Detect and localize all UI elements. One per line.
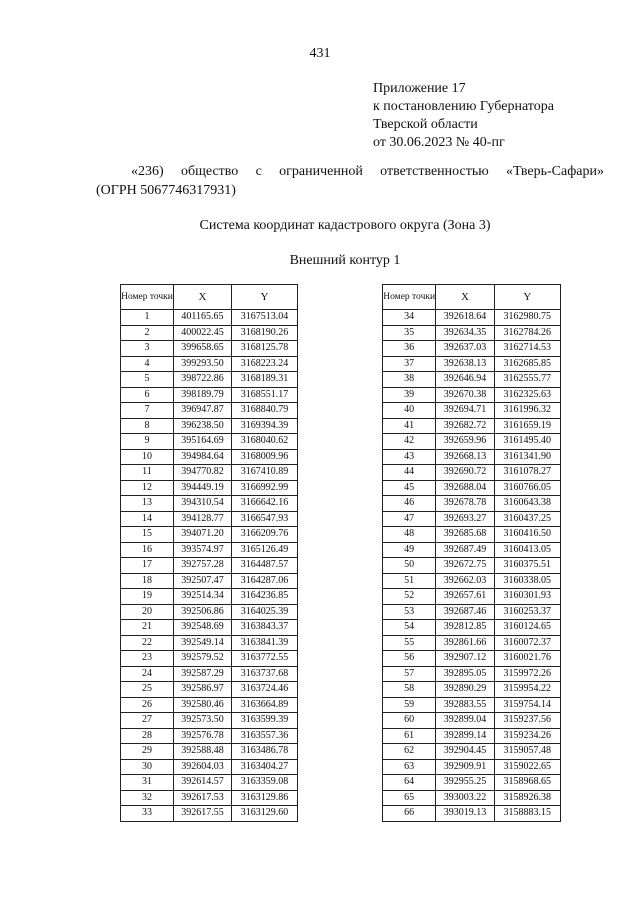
table-row (383, 666, 561, 682)
point-number-cell: 32 (121, 790, 174, 806)
point-number-cell: 11 (121, 465, 174, 481)
point-number-cell: 64 (383, 775, 436, 791)
y-coordinate-cell: 3160124.65 (494, 620, 560, 636)
appendix-header (373, 80, 554, 152)
y-coordinate-cell: 3162714.53 (494, 341, 560, 357)
table-row (121, 573, 298, 589)
point-number-cell: 57 (383, 666, 436, 682)
x-coordinate-cell: 392690.72 (436, 465, 494, 481)
y-coordinate-cell: 3163129.86 (232, 790, 298, 806)
point-number-cell: 1 (121, 310, 174, 326)
y-coordinate-cell: 3159234.26 (494, 728, 560, 744)
point-number-cell: 45 (383, 480, 436, 496)
table-header-row (121, 285, 298, 310)
x-coordinate-cell: 392659.96 (436, 434, 494, 450)
appendix-line: к постановлению Губернатора (373, 99, 554, 114)
point-number-cell: 66 (383, 806, 436, 822)
point-number-cell: 5 (121, 372, 174, 388)
y-coordinate-cell: 3163772.55 (232, 651, 298, 667)
table-row (383, 589, 561, 605)
point-number-cell: 56 (383, 651, 436, 667)
x-coordinate-cell: 392909.91 (436, 759, 494, 775)
table-row (121, 341, 298, 357)
appendix-line: от 30.06.2023 № 40-пг (373, 135, 505, 150)
x-coordinate-cell: 392907.12 (436, 651, 494, 667)
point-number-cell: 59 (383, 697, 436, 713)
x-coordinate-cell: 392668.13 (436, 449, 494, 465)
x-coordinate-cell: 392883.55 (436, 697, 494, 713)
table-row (121, 449, 298, 465)
point-number-cell: 43 (383, 449, 436, 465)
point-number-cell: 52 (383, 589, 436, 605)
y-coordinate-cell: 3160021.76 (494, 651, 560, 667)
header-point-number: Номер точки (121, 285, 174, 310)
y-coordinate-cell: 3160375.51 (494, 558, 560, 574)
table-row (121, 604, 298, 620)
y-coordinate-cell: 3168190.26 (232, 325, 298, 341)
table-row (121, 620, 298, 636)
table-row (121, 682, 298, 698)
table-row (121, 697, 298, 713)
x-coordinate-cell: 392693.27 (436, 511, 494, 527)
y-coordinate-cell: 3168551.17 (232, 387, 298, 403)
y-coordinate-cell: 3159972.26 (494, 666, 560, 682)
table-row (121, 759, 298, 775)
table-row (121, 403, 298, 419)
y-coordinate-cell: 3165126.49 (232, 542, 298, 558)
table-row (121, 434, 298, 450)
header-x: X (174, 285, 232, 310)
y-coordinate-cell: 3160338.05 (494, 573, 560, 589)
point-number-cell: 3 (121, 341, 174, 357)
coordinates-table-left (120, 284, 298, 822)
x-coordinate-cell: 396238.50 (174, 418, 232, 434)
y-coordinate-cell: 3168223.24 (232, 356, 298, 372)
x-coordinate-cell: 398189.79 (174, 387, 232, 403)
table-row (121, 372, 298, 388)
table-row (383, 449, 561, 465)
table-row (383, 775, 561, 791)
y-coordinate-cell: 3161078.27 (494, 465, 560, 481)
table-row (121, 713, 298, 729)
y-coordinate-cell: 3168125.78 (232, 341, 298, 357)
y-coordinate-cell: 3166209.76 (232, 527, 298, 543)
x-coordinate-cell: 392899.14 (436, 728, 494, 744)
point-number-cell: 33 (121, 806, 174, 822)
x-coordinate-cell: 392861.66 (436, 635, 494, 651)
point-number-cell: 38 (383, 372, 436, 388)
table-row (121, 542, 298, 558)
x-coordinate-cell: 394128.77 (174, 511, 232, 527)
x-coordinate-cell: 392617.55 (174, 806, 232, 822)
x-coordinate-cell: 392694.71 (436, 403, 494, 419)
organization-paragraph (96, 162, 604, 200)
table-row (383, 310, 561, 326)
x-coordinate-cell: 392507.47 (174, 573, 232, 589)
table-row (383, 713, 561, 729)
y-coordinate-cell: 3166642.16 (232, 496, 298, 512)
y-coordinate-cell: 3167410.89 (232, 465, 298, 481)
table-row (383, 527, 561, 543)
y-coordinate-cell: 3159954.22 (494, 682, 560, 698)
table-row (121, 806, 298, 822)
table-row (383, 759, 561, 775)
point-number-cell: 30 (121, 759, 174, 775)
table-row (383, 573, 561, 589)
x-coordinate-cell: 401165.65 (174, 310, 232, 326)
table-row (383, 806, 561, 822)
x-coordinate-cell: 392579.52 (174, 651, 232, 667)
x-coordinate-cell: 398722.86 (174, 372, 232, 388)
x-coordinate-cell: 392506.86 (174, 604, 232, 620)
y-coordinate-cell: 3163724.46 (232, 682, 298, 698)
point-number-cell: 63 (383, 759, 436, 775)
x-coordinate-cell: 392682.72 (436, 418, 494, 434)
x-coordinate-cell: 392687.49 (436, 542, 494, 558)
x-coordinate-cell: 392638.13 (436, 356, 494, 372)
point-number-cell: 2 (121, 325, 174, 341)
x-coordinate-cell: 392812.85 (436, 620, 494, 636)
y-coordinate-cell: 3159057.48 (494, 744, 560, 760)
y-coordinate-cell: 3162325.63 (494, 387, 560, 403)
point-number-cell: 16 (121, 542, 174, 558)
point-number-cell: 46 (383, 496, 436, 512)
table-row (121, 310, 298, 326)
table-row (383, 697, 561, 713)
y-coordinate-cell: 3163486.78 (232, 744, 298, 760)
table-row (383, 620, 561, 636)
x-coordinate-cell: 392670.38 (436, 387, 494, 403)
y-coordinate-cell: 3159022.65 (494, 759, 560, 775)
table-row (121, 635, 298, 651)
table-row (383, 651, 561, 667)
y-coordinate-cell: 3169394.39 (232, 418, 298, 434)
y-coordinate-cell: 3158926.38 (494, 790, 560, 806)
point-number-cell: 51 (383, 573, 436, 589)
point-number-cell: 35 (383, 325, 436, 341)
y-coordinate-cell: 3161659.19 (494, 418, 560, 434)
y-coordinate-cell: 3160072.37 (494, 635, 560, 651)
x-coordinate-cell: 392899.04 (436, 713, 494, 729)
point-number-cell: 22 (121, 635, 174, 651)
y-coordinate-cell: 3163599.39 (232, 713, 298, 729)
table-row (121, 325, 298, 341)
x-coordinate-cell: 392614.57 (174, 775, 232, 791)
table-row (121, 666, 298, 682)
y-coordinate-cell: 3160301.93 (494, 589, 560, 605)
table-row (121, 744, 298, 760)
point-number-cell: 31 (121, 775, 174, 791)
x-coordinate-cell: 392604.03 (174, 759, 232, 775)
point-number-cell: 39 (383, 387, 436, 403)
table-row (121, 511, 298, 527)
table-row (383, 480, 561, 496)
point-number-cell: 62 (383, 744, 436, 760)
y-coordinate-cell: 3168040.62 (232, 434, 298, 450)
point-number-cell: 19 (121, 589, 174, 605)
table-row (383, 558, 561, 574)
y-coordinate-cell: 3159237.56 (494, 713, 560, 729)
y-coordinate-cell: 3162980.75 (494, 310, 560, 326)
point-number-cell: 6 (121, 387, 174, 403)
table-header-row (383, 285, 561, 310)
x-coordinate-cell: 392687.46 (436, 604, 494, 620)
x-coordinate-cell: 393019.13 (436, 806, 494, 822)
point-number-cell: 17 (121, 558, 174, 574)
y-coordinate-cell: 3164287.06 (232, 573, 298, 589)
table-row (121, 465, 298, 481)
y-coordinate-cell: 3158968.65 (494, 775, 560, 791)
point-number-cell: 20 (121, 604, 174, 620)
y-coordinate-cell: 3161341.90 (494, 449, 560, 465)
table-row (121, 527, 298, 543)
point-number-cell: 50 (383, 558, 436, 574)
x-coordinate-cell: 392672.75 (436, 558, 494, 574)
y-coordinate-cell: 3163664.89 (232, 697, 298, 713)
x-coordinate-cell: 392955.25 (436, 775, 494, 791)
y-coordinate-cell: 3161996.32 (494, 403, 560, 419)
table-row (383, 682, 561, 698)
y-coordinate-cell: 3168189.31 (232, 372, 298, 388)
table-row (383, 372, 561, 388)
y-coordinate-cell: 3163841.39 (232, 635, 298, 651)
coordinates-table-right (382, 284, 561, 822)
x-coordinate-cell: 392617.53 (174, 790, 232, 806)
point-number-cell: 24 (121, 666, 174, 682)
point-number-cell: 9 (121, 434, 174, 450)
x-coordinate-cell: 399658.65 (174, 341, 232, 357)
page-number: 431 (309, 46, 331, 61)
table-row (121, 356, 298, 372)
point-number-cell: 44 (383, 465, 436, 481)
x-coordinate-cell: 392587.29 (174, 666, 232, 682)
table-row (121, 589, 298, 605)
x-coordinate-cell: 392890.29 (436, 682, 494, 698)
appendix-line: Приложение 17 (373, 81, 466, 96)
point-number-cell: 58 (383, 682, 436, 698)
x-coordinate-cell: 393574.97 (174, 542, 232, 558)
point-number-cell: 53 (383, 604, 436, 620)
y-coordinate-cell: 3163359.08 (232, 775, 298, 791)
point-number-cell: 26 (121, 697, 174, 713)
y-coordinate-cell: 3159754.14 (494, 697, 560, 713)
table-row (383, 511, 561, 527)
table-row (121, 496, 298, 512)
header-y: Y (232, 285, 298, 310)
point-number-cell: 23 (121, 651, 174, 667)
point-number-cell: 34 (383, 310, 436, 326)
table-row (383, 418, 561, 434)
x-coordinate-cell: 392685.68 (436, 527, 494, 543)
x-coordinate-cell: 392895.05 (436, 666, 494, 682)
x-coordinate-cell: 392576.78 (174, 728, 232, 744)
x-coordinate-cell: 392580.46 (174, 697, 232, 713)
y-coordinate-cell: 3163843.37 (232, 620, 298, 636)
x-coordinate-cell: 394310.54 (174, 496, 232, 512)
y-coordinate-cell: 3162784.26 (494, 325, 560, 341)
x-coordinate-cell: 392662.03 (436, 573, 494, 589)
table-row (121, 387, 298, 403)
y-coordinate-cell: 3160253.37 (494, 604, 560, 620)
y-coordinate-cell: 3164487.57 (232, 558, 298, 574)
y-coordinate-cell: 3161495.40 (494, 434, 560, 450)
x-coordinate-cell: 393003.22 (436, 790, 494, 806)
point-number-cell: 47 (383, 511, 436, 527)
table-row (383, 542, 561, 558)
x-coordinate-cell: 394071.20 (174, 527, 232, 543)
point-number-cell: 14 (121, 511, 174, 527)
y-coordinate-cell: 3162685.85 (494, 356, 560, 372)
x-coordinate-cell: 395164.69 (174, 434, 232, 450)
table-row (383, 635, 561, 651)
x-coordinate-cell: 392904.45 (436, 744, 494, 760)
table-row (383, 465, 561, 481)
x-coordinate-cell: 392637.03 (436, 341, 494, 357)
x-coordinate-cell: 392618.64 (436, 310, 494, 326)
point-number-cell: 4 (121, 356, 174, 372)
point-number-cell: 37 (383, 356, 436, 372)
x-coordinate-cell: 392646.94 (436, 372, 494, 388)
x-coordinate-cell: 400022.45 (174, 325, 232, 341)
table-row (383, 728, 561, 744)
point-number-cell: 61 (383, 728, 436, 744)
table-row (383, 403, 561, 419)
point-number-cell: 8 (121, 418, 174, 434)
point-number-cell: 42 (383, 434, 436, 450)
x-coordinate-cell: 394984.64 (174, 449, 232, 465)
y-coordinate-cell: 3158883.15 (494, 806, 560, 822)
table-row (383, 325, 561, 341)
y-coordinate-cell: 3163557.36 (232, 728, 298, 744)
point-number-cell: 49 (383, 542, 436, 558)
contour-title: Внешний контур 1 (289, 253, 401, 268)
point-number-cell: 36 (383, 341, 436, 357)
appendix-line: Тверской области (373, 117, 478, 132)
point-number-cell: 21 (121, 620, 174, 636)
y-coordinate-cell: 3160413.05 (494, 542, 560, 558)
x-coordinate-cell: 392634.35 (436, 325, 494, 341)
point-number-cell: 12 (121, 480, 174, 496)
point-number-cell: 13 (121, 496, 174, 512)
point-number-cell: 27 (121, 713, 174, 729)
header-x: X (436, 285, 494, 310)
y-coordinate-cell: 3160766.05 (494, 480, 560, 496)
y-coordinate-cell: 3168009.96 (232, 449, 298, 465)
table-row (121, 418, 298, 434)
organization-name: «236) общество с ограниченной ответственностью «Тверь-Сафари» (131, 164, 604, 179)
table-row (383, 496, 561, 512)
y-coordinate-cell: 3164236.85 (232, 589, 298, 605)
table-row (121, 775, 298, 791)
y-coordinate-cell: 3162555.77 (494, 372, 560, 388)
x-coordinate-cell: 392678.78 (436, 496, 494, 512)
x-coordinate-cell: 392514.34 (174, 589, 232, 605)
y-coordinate-cell: 3167513.04 (232, 310, 298, 326)
organization-ogrn: (ОГРН 5067746317931) (96, 183, 236, 198)
x-coordinate-cell: 392573.50 (174, 713, 232, 729)
x-coordinate-cell: 392688.04 (436, 480, 494, 496)
x-coordinate-cell: 394449.19 (174, 480, 232, 496)
header-y: Y (494, 285, 560, 310)
x-coordinate-cell: 392548.69 (174, 620, 232, 636)
table-row (121, 480, 298, 496)
point-number-cell: 10 (121, 449, 174, 465)
header-point-number: Номер точки (383, 285, 436, 310)
x-coordinate-cell: 392549.14 (174, 635, 232, 651)
y-coordinate-cell: 3166992.99 (232, 480, 298, 496)
table-row (121, 558, 298, 574)
table-row (383, 356, 561, 372)
x-coordinate-cell: 399293.50 (174, 356, 232, 372)
x-coordinate-cell: 394770.82 (174, 465, 232, 481)
point-number-cell: 54 (383, 620, 436, 636)
point-number-cell: 48 (383, 527, 436, 543)
y-coordinate-cell: 3160437.25 (494, 511, 560, 527)
table-row (121, 651, 298, 667)
x-coordinate-cell: 396947.87 (174, 403, 232, 419)
point-number-cell: 25 (121, 682, 174, 698)
y-coordinate-cell: 3163404.27 (232, 759, 298, 775)
table-row (383, 434, 561, 450)
point-number-cell: 7 (121, 403, 174, 419)
point-number-cell: 40 (383, 403, 436, 419)
table-row (383, 387, 561, 403)
x-coordinate-cell: 392657.61 (436, 589, 494, 605)
point-number-cell: 60 (383, 713, 436, 729)
point-number-cell: 41 (383, 418, 436, 434)
point-number-cell: 15 (121, 527, 174, 543)
y-coordinate-cell: 3163129.60 (232, 806, 298, 822)
y-coordinate-cell: 3166547.93 (232, 511, 298, 527)
coordinate-system-title: Система координат кадастрового округа (Зона 3) (199, 218, 491, 233)
table-row (121, 790, 298, 806)
y-coordinate-cell: 3160416.50 (494, 527, 560, 543)
y-coordinate-cell: 3163737.68 (232, 666, 298, 682)
table-row (383, 604, 561, 620)
table-row (383, 341, 561, 357)
table-row (121, 728, 298, 744)
point-number-cell: 29 (121, 744, 174, 760)
point-number-cell: 65 (383, 790, 436, 806)
table-row (383, 744, 561, 760)
table-row (383, 790, 561, 806)
point-number-cell: 55 (383, 635, 436, 651)
x-coordinate-cell: 392586.97 (174, 682, 232, 698)
y-coordinate-cell: 3164025.39 (232, 604, 298, 620)
y-coordinate-cell: 3160643.38 (494, 496, 560, 512)
x-coordinate-cell: 392588.48 (174, 744, 232, 760)
point-number-cell: 28 (121, 728, 174, 744)
y-coordinate-cell: 3168840.79 (232, 403, 298, 419)
x-coordinate-cell: 392757.28 (174, 558, 232, 574)
point-number-cell: 18 (121, 573, 174, 589)
